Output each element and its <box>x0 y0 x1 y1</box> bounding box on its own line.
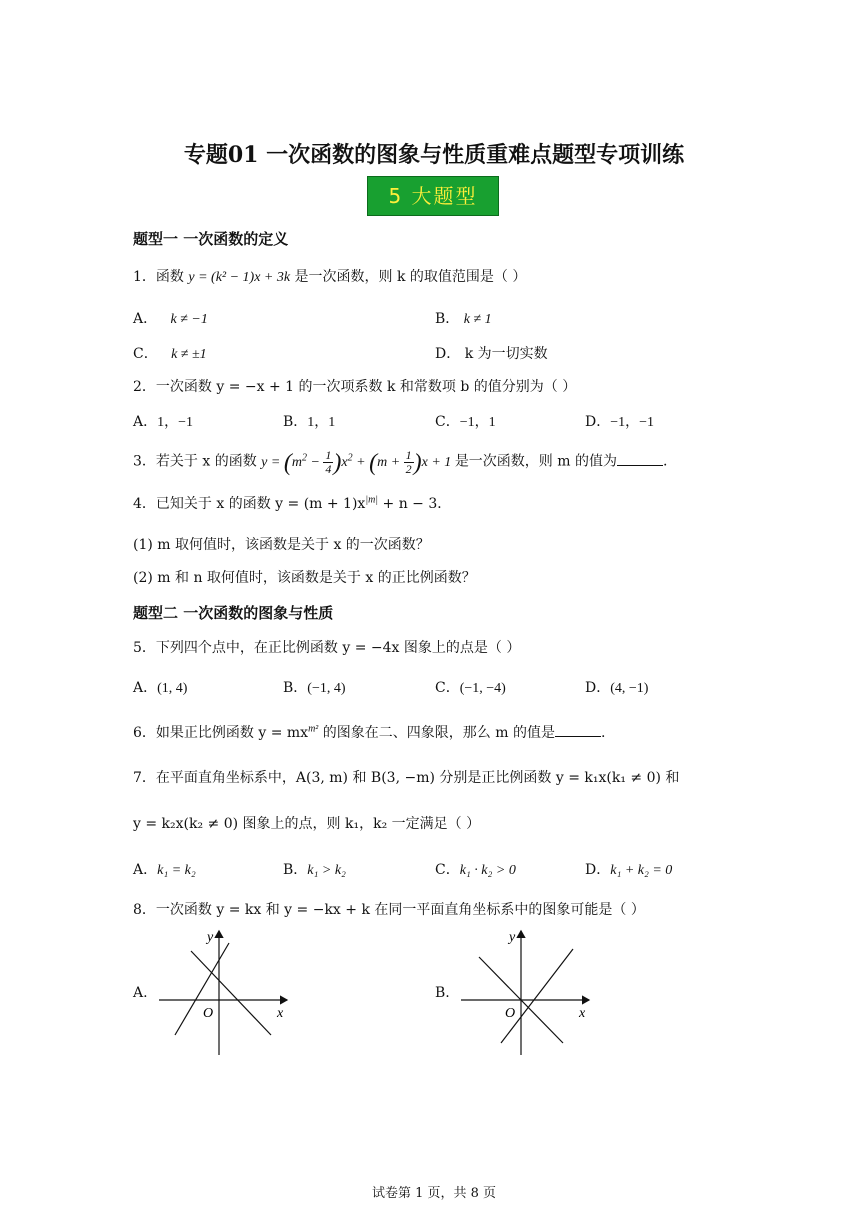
question-5: 5．下列四个点中，在正比例函数 y = −4x 图象上的点是（ ） <box>133 640 521 656</box>
question-2-option-d[interactable]: D．−1，−1 <box>585 414 655 430</box>
question-8: 8．一次函数 y = kx 和 y = −kx + k 在同一平面直角坐标系中的图象可能是（ ） <box>133 902 645 918</box>
option-a-graph[interactable] <box>155 925 295 1060</box>
question-1-formula: y = (k² − 1)x + 3k <box>188 270 291 285</box>
question-1 <box>133 266 526 286</box>
question-1-option-d[interactable]: D． k 为一切实数 <box>435 346 548 362</box>
question-7-line-2: y = k₂x(k₂ ≠ 0) 图象上的点，则 k₁，k₂ 一定满足（ ） <box>133 816 481 832</box>
line-2 <box>191 951 271 1035</box>
x-label: x <box>579 1006 586 1021</box>
question-4-part-2: (2) m 和 n 取何值时，该函数是关于 x 的正比例函数？ <box>133 570 476 586</box>
question-3: 3．若关于 x 的函数 $y = (m^2$ − $\frac{1}{4}$ )$x^2 + (m$ + $\frac{1}{2}$ )x + 1 是一次函数，则 m 的值为 . <box>133 447 668 476</box>
question-1-option-a[interactable]: A． k ≠ −1 <box>133 311 208 327</box>
line-2 <box>501 949 573 1043</box>
question-4: 4．已知关于 x 的函数 $y = (m + 1)x^{|m|} + n - 3$． <box>133 494 452 512</box>
question-3-formula: $y = (m^2$ − $\frac{1}{4}$ )$x^2 + (m$ + $\frac{1}{2}$ )x + 1 <box>261 447 455 476</box>
topic-count-badge: 5 大题型 <box>367 176 499 216</box>
question-6: 6．如果正比例函数 $y = mx^{m^2}$ 的图象在二、四象限，那么 m 的值是 . <box>133 723 606 741</box>
question-7-option-b[interactable]: B．k₁ > k₂ <box>283 862 346 878</box>
line-1 <box>175 943 229 1035</box>
question-5-option-c[interactable]: C．(−1, −4) <box>435 680 506 696</box>
question-2: 2．一次函数 y = −x + 1 的一次项系数 k 和常数项 b 的值分别为（ ） <box>133 379 577 395</box>
x-label: x <box>277 1006 284 1021</box>
question-7-option-c[interactable]: C．k₁ · k₂ > 0 <box>435 862 516 878</box>
question-1-suffix: 是一次函数，则 k 的取值范围是（ ） <box>294 269 527 285</box>
origin-label: O <box>505 1006 516 1021</box>
question-1-option-c[interactable]: C． k ≠ ±1 <box>133 346 207 362</box>
question-2-option-a[interactable]: A．1，−1 <box>133 414 194 430</box>
option-b-graph[interactable] <box>457 925 597 1060</box>
question-1-prefix: 1．函数 <box>133 269 184 285</box>
question-5-option-a[interactable]: A．(1, 4) <box>133 680 188 696</box>
question-4-part-1: (1) m 取何值时，该函数是关于 x 的一次函数？ <box>133 537 430 553</box>
question-2-option-c[interactable]: C．−1，1 <box>435 414 496 430</box>
question-2-option-b[interactable]: B．1，1 <box>283 414 336 430</box>
question-7-option-a[interactable]: A．k₁ = k₂ <box>133 862 196 878</box>
question-1-option-b[interactable]: B． k ≠ 1 <box>435 311 492 327</box>
question-5-option-b[interactable]: B．(−1, 4) <box>283 680 346 696</box>
question-7-option-d[interactable]: D．k₁ + k₂ = 0 <box>585 862 673 878</box>
answer-blank-q3[interactable] <box>617 451 663 466</box>
y-label: y <box>509 930 516 945</box>
y-label: y <box>207 930 214 945</box>
question-8-option-b-label[interactable]: B. <box>435 985 450 1001</box>
question-5-option-d[interactable]: D．(4, −1) <box>585 680 649 696</box>
page-title: 专题01 一次函数的图象与性质重难点题型专项训练 <box>183 142 685 168</box>
question-7-line-1: 7．在平面直角坐标系中，A(3, m) 和 B(3, −m) 分别是正比例函数 y = k₁x(k₁ ≠ 0) 和 <box>133 770 680 786</box>
section-heading-1: 题型一 一次函数的定义 <box>133 230 289 248</box>
page-footer: 试卷第 1 页，共 8 页 <box>371 1186 497 1201</box>
answer-blank-q6[interactable] <box>555 722 601 737</box>
section-heading-2: 题型二 一次函数的图象与性质 <box>133 604 334 622</box>
question-8-option-a-label[interactable]: A. <box>133 985 148 1001</box>
origin-label: O <box>203 1006 214 1021</box>
